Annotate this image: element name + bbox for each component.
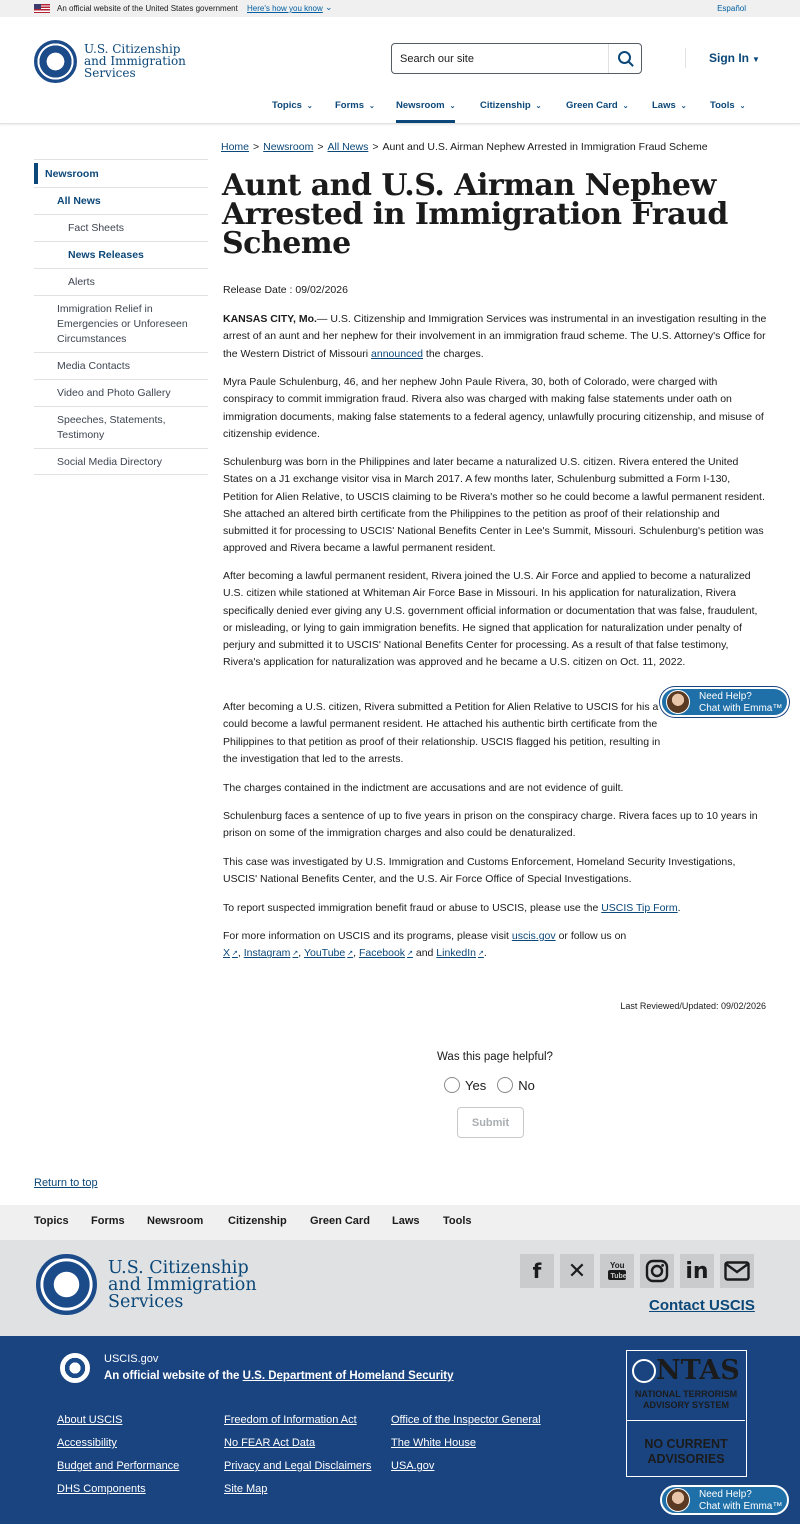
article-paragraph: After becoming a lawful permanent resident, Rivera joined the U.S. Air Force and applied to become a naturalized U.S. citizen while stationed at Whiteman Air Force Base in Missouri. In his application for naturalization, Rivera specifically denied ever giving any U.S. government official information or documentation that was false, fraudulent, or misleading, or lying to gain immigration benefits. He signed that application for naturalization under penalty of perjury and submitted it to USCIS' National Benefits Center for processing. As a result of that false testimony, Rivera's application for naturalization was approved and he became a U.S. citizen on Oct. 11, 2022. bbox=[223, 570, 758, 669]
chat-label: Need Help? bbox=[699, 691, 752, 702]
chat-label: Chat with Emma™ bbox=[699, 703, 783, 714]
radio-label: No bbox=[518, 1077, 535, 1093]
article-paragraph: Myra Paule Schulenburg, 46, and her nephew John Paule Rivera, 30, both of Colorado, were charged with conspiracy to commit immigration fraud. Rivera also was charged with making false statements under oath on immigration documents, making false statements to a federal agency, unlawfully procuring citizenship, and misuse of citizenship evidence. bbox=[223, 376, 764, 440]
linkedin-icon[interactable]: in bbox=[680, 1254, 714, 1288]
paragraph-text: and bbox=[412, 947, 437, 960]
svg-text:Tube: Tube bbox=[610, 1273, 627, 1280]
comma: , bbox=[237, 947, 244, 960]
chevron-down-icon: ⌄ bbox=[535, 103, 542, 110]
nav-label: Green Card bbox=[566, 100, 618, 111]
paragraph-text: For more information on USCIS and its programs, please visit bbox=[223, 930, 512, 942]
dhs-components-link[interactable]: DHS Components bbox=[57, 1483, 146, 1495]
chevron-down-icon: ⌄ bbox=[306, 103, 313, 110]
chevron-down-icon: ⌄ bbox=[449, 103, 456, 110]
about-uscis-link[interactable]: About USCIS bbox=[57, 1414, 123, 1426]
breadcrumb-separator: > bbox=[253, 141, 260, 153]
footer-nav-forms[interactable]: Forms bbox=[91, 1215, 125, 1227]
paragraph-text: . bbox=[677, 902, 681, 914]
breadcrumb-separator: > bbox=[372, 141, 379, 153]
facebook-link[interactable]: Facebook ↗ bbox=[359, 947, 413, 959]
chat-label: Chat with Emma™ bbox=[699, 1501, 783, 1512]
logo-line: U.S. Citizenship bbox=[84, 42, 181, 56]
sidenav-item-fact-sheets[interactable]: Fact Sheets bbox=[34, 214, 208, 241]
site-map-link[interactable]: Site Map bbox=[224, 1483, 268, 1495]
footer-nav-green-card[interactable]: Green Card bbox=[310, 1215, 370, 1227]
svg-text:You: You bbox=[610, 1261, 625, 1270]
logo-line: Services bbox=[108, 1292, 184, 1312]
ntas-line: NATIONAL TERRORISM bbox=[634, 1389, 738, 1399]
gov-banner bbox=[0, 0, 800, 17]
article-paragraph bbox=[223, 311, 768, 363]
article-paragraph: Schulenburg was born in the Philippines and later became a naturalized U.S. citizen. Rivera entered the United States on a J1 exchange visitor visa in March 2017. A few months later, Schulenburg submitted a Form I-130, Petition for Alien Relative, to USCIS claiming to be Rivera's mother so he could become a lawful permanent resident. She attached an altered birth certificate from the Philippines to the petition as proof of their relationship and submitted it for processing to USCIS' National Benefits Center in Lee's Summit, Missouri. Schulenburg's petition was approved and Rivera became a lawful permanent resident. bbox=[223, 456, 765, 555]
search-input[interactable] bbox=[400, 51, 610, 67]
breadcrumb bbox=[221, 141, 708, 153]
radio-yes[interactable] bbox=[444, 1077, 486, 1093]
logo-line: U.S. Citizenship bbox=[108, 1258, 249, 1278]
sidenav-item-immigration-relief[interactable]: Immigration Relief in Emergencies or Unforeseen Circumstances bbox=[34, 295, 208, 352]
paragraph-text: or follow us on bbox=[555, 930, 627, 942]
radio-label: Yes bbox=[465, 1077, 487, 1093]
ntas-line: ADVISORY SYSTEM bbox=[642, 1400, 730, 1410]
chevron-down-icon: ⌄ bbox=[739, 103, 746, 110]
dhs-seal-logo[interactable] bbox=[60, 1353, 90, 1383]
sign-in-button[interactable] bbox=[709, 51, 760, 65]
caret-down-icon: ▼ bbox=[752, 55, 760, 64]
nav-label: Tools bbox=[710, 100, 735, 111]
us-flag-icon bbox=[34, 4, 50, 13]
nav-label: Citizenship bbox=[480, 100, 531, 111]
footer-nav-newsroom[interactable]: Newsroom bbox=[147, 1215, 204, 1227]
espanol-link[interactable]: Español bbox=[717, 4, 746, 13]
article-paragraph bbox=[223, 928, 643, 963]
breadcrumb-all-news[interactable]: All News bbox=[327, 141, 369, 153]
article-paragraph: The charges contained in the indictment are accusations and are not evidence of guilt. bbox=[223, 782, 624, 794]
chevron-down-icon[interactable]: ⌄ bbox=[325, 2, 333, 12]
release-date: Release Date : 09/02/2026 bbox=[223, 284, 348, 296]
search-button[interactable] bbox=[608, 44, 641, 73]
header-divider bbox=[685, 48, 686, 68]
radio-circle[interactable] bbox=[497, 1077, 513, 1093]
emma-avatar bbox=[666, 1488, 690, 1512]
usa-gov-link[interactable]: USA.gov bbox=[391, 1460, 435, 1472]
no-fear-act-link[interactable]: No FEAR Act Data bbox=[224, 1437, 316, 1449]
nav-label: Topics bbox=[272, 100, 302, 111]
nav-tools[interactable] bbox=[710, 100, 746, 111]
nav-laws[interactable] bbox=[652, 100, 687, 111]
uscis-footer-logo-text[interactable] bbox=[108, 1260, 257, 1311]
footer-nav-citizenship[interactable]: Citizenship bbox=[228, 1215, 287, 1227]
sidenav-item-media-contacts[interactable]: Media Contacts bbox=[34, 352, 208, 379]
sidenav-item-video-photo-gallery[interactable]: Video and Photo Gallery bbox=[34, 379, 208, 406]
breadcrumb-separator: > bbox=[317, 141, 324, 153]
nav-topics[interactable] bbox=[272, 100, 313, 111]
dateline: KANSAS CITY, Mo. bbox=[223, 313, 317, 325]
chat-with-emma-button[interactable] bbox=[660, 687, 789, 717]
nav-label: Laws bbox=[652, 100, 676, 111]
ntas-header bbox=[627, 1351, 745, 1421]
nav-label: Newsroom bbox=[396, 100, 445, 111]
uscis-gov-link[interactable]: uscis.gov bbox=[511, 930, 556, 942]
emma-avatar bbox=[666, 690, 690, 714]
breadcrumb-home[interactable]: Home bbox=[221, 141, 250, 153]
helpful-question: Was this page helpful? bbox=[437, 1051, 553, 1063]
radio-no[interactable] bbox=[497, 1077, 535, 1093]
chevron-down-icon: ⌄ bbox=[680, 103, 687, 110]
comma: , bbox=[353, 947, 359, 960]
submit-button[interactable]: Submit bbox=[457, 1107, 524, 1138]
facebook-icon[interactable]: f bbox=[520, 1254, 554, 1288]
x-link[interactable]: X ↗ bbox=[223, 947, 238, 959]
paragraph-text: After becoming a U.S. citizen, Rivera submitted a Petition for Alien Relative to USCIS for his a could become a lawful permanent resident. He attached his authentic birth certificate from the Philippines to that petition as proof of their relationship. USCIS flagged his petition, resulting in the investigation that led to the arrests. bbox=[223, 701, 661, 765]
sidenav-item-news-releases[interactable]: News Releases bbox=[34, 241, 208, 268]
foia-link[interactable]: Freedom of Information Act bbox=[224, 1414, 357, 1426]
gov-banner-text: An official website of the United States government bbox=[57, 4, 238, 13]
privacy-legal-link[interactable]: Privacy and Legal Disclaimers bbox=[224, 1460, 372, 1472]
uscis-logo-text[interactable] bbox=[84, 43, 186, 79]
paragraph-text: — U.S. Citizenship and Immigration Services was instrumental in an investigation resulting in the arrest of an aunt and her nephew for their involvement in an immigration fraud scheme. The U.S. Attorney's Office for the Western District of Missouri bbox=[223, 313, 767, 360]
identifier-domain: USCIS.gov bbox=[104, 1353, 159, 1365]
ntas-acronym: NTAS bbox=[656, 1355, 740, 1386]
breadcrumb-current: Aunt and U.S. Airman Nephew Arrested in Immigration Fraud Scheme bbox=[382, 141, 708, 153]
x-icon[interactable]: ✕ bbox=[560, 1254, 594, 1288]
inspector-general-link[interactable]: Office of the Inspector General bbox=[391, 1414, 541, 1426]
instagram-icon[interactable] bbox=[640, 1254, 674, 1288]
dhs-seal-logo[interactable] bbox=[34, 40, 77, 83]
paragraph-text: the charges. bbox=[422, 347, 484, 360]
article-paragraph: Schulenburg faces a sentence of up to five years in prison on the conspiracy charge. Rivera faces up to 10 years in prison on some of the immigration charges and also could be denaturalized. bbox=[223, 810, 758, 840]
ntas-subtitle bbox=[627, 1389, 745, 1411]
footer-nav bbox=[0, 1205, 800, 1240]
linkedin-link[interactable]: LinkedIn ↗ bbox=[436, 947, 484, 959]
nav-green-card[interactable] bbox=[566, 100, 629, 111]
chat-label: Need Help? bbox=[699, 1489, 752, 1500]
uscis-tip-form-link[interactable]: USCIS Tip Form bbox=[601, 902, 678, 914]
sidenav-item-social-media[interactable]: Social Media Directory bbox=[34, 448, 208, 475]
chevron-down-icon: ⌄ bbox=[369, 103, 375, 110]
announced-link[interactable]: announced bbox=[371, 347, 423, 360]
logo-line: and Immigration bbox=[108, 1275, 257, 1295]
ntas-badge[interactable] bbox=[626, 1350, 747, 1477]
footer-nav-tools[interactable]: Tools bbox=[443, 1215, 472, 1227]
youtube-icon[interactable] bbox=[600, 1254, 634, 1288]
ntas-status bbox=[627, 1437, 745, 1467]
paragraph-text: . bbox=[483, 947, 487, 960]
accessibility-link[interactable]: Accessibility bbox=[57, 1437, 117, 1449]
budget-performance-link[interactable]: Budget and Performance bbox=[57, 1460, 180, 1472]
ntas-status-line: ADVISORIES bbox=[647, 1452, 725, 1466]
sidenav-item-all-news[interactable]: All News bbox=[34, 187, 208, 214]
heres-how-you-know-link[interactable]: Here's how you know bbox=[247, 4, 323, 13]
article-paragraph: This case was investigated by U.S. Immigration and Customs Enforcement, Homeland Security Investigations, USCIS' National Benefits Center, and the U.S. Air Force Office of Special Investigations. bbox=[223, 856, 736, 886]
page-title: Aunt and U.S. Airman Nephew Arrested in Immigration Fraud Scheme bbox=[222, 168, 728, 261]
chevron-down-icon: ⌄ bbox=[622, 103, 629, 110]
contact-uscis-link[interactable]: Contact USCIS bbox=[649, 1297, 755, 1314]
nav-forms[interactable] bbox=[335, 100, 375, 111]
youtube-link[interactable]: YouTube ↗ bbox=[304, 947, 353, 959]
ntas-status-line: NO CURRENT bbox=[644, 1437, 728, 1451]
search-icon bbox=[618, 51, 631, 64]
instagram-link[interactable]: Instagram ↗ bbox=[244, 947, 299, 959]
logo-line: Services bbox=[84, 66, 136, 80]
breadcrumb-newsroom[interactable]: Newsroom bbox=[263, 141, 314, 153]
identifier-official bbox=[104, 1370, 454, 1382]
comma: , bbox=[298, 947, 304, 960]
nav-citizenship[interactable] bbox=[480, 100, 542, 111]
footer-nav-topics[interactable]: Topics bbox=[34, 1215, 69, 1227]
footer-nav-laws[interactable]: Laws bbox=[392, 1215, 420, 1227]
sign-in-label: Sign In bbox=[709, 51, 749, 65]
nav-newsroom[interactable] bbox=[396, 100, 455, 111]
white-house-link[interactable]: The White House bbox=[391, 1437, 476, 1449]
sidenav-item-newsroom[interactable]: Newsroom bbox=[34, 159, 208, 187]
return-to-top-link[interactable]: Return to top bbox=[34, 1177, 98, 1189]
identifier-text: An official website of the bbox=[104, 1370, 243, 1382]
main-nav bbox=[0, 96, 800, 124]
radio-circle[interactable] bbox=[444, 1077, 460, 1093]
nav-label: Forms bbox=[335, 100, 365, 111]
search-box bbox=[391, 43, 642, 74]
last-reviewed: Last Reviewed/Updated: 09/02/2026 bbox=[620, 1001, 766, 1011]
helpful-radio-group bbox=[444, 1077, 535, 1093]
dhs-link[interactable]: U.S. Department of Homeland Security bbox=[242, 1370, 454, 1382]
dhs-seal-icon bbox=[632, 1359, 656, 1383]
paragraph-text: To report suspected immigration benefit fraud or abuse to USCIS, please use the bbox=[223, 902, 602, 914]
logo-line: and Immigration bbox=[84, 54, 186, 68]
sidenav-item-alerts[interactable]: Alerts bbox=[34, 268, 208, 295]
article-paragraph bbox=[223, 900, 768, 917]
dhs-seal-logo[interactable] bbox=[36, 1254, 97, 1315]
article-paragraph bbox=[223, 699, 663, 768]
email-icon[interactable] bbox=[720, 1254, 754, 1288]
chat-with-emma-button[interactable] bbox=[660, 1485, 789, 1515]
sidenav-item-speeches[interactable]: Speeches, Statements, Testimony bbox=[34, 406, 208, 448]
